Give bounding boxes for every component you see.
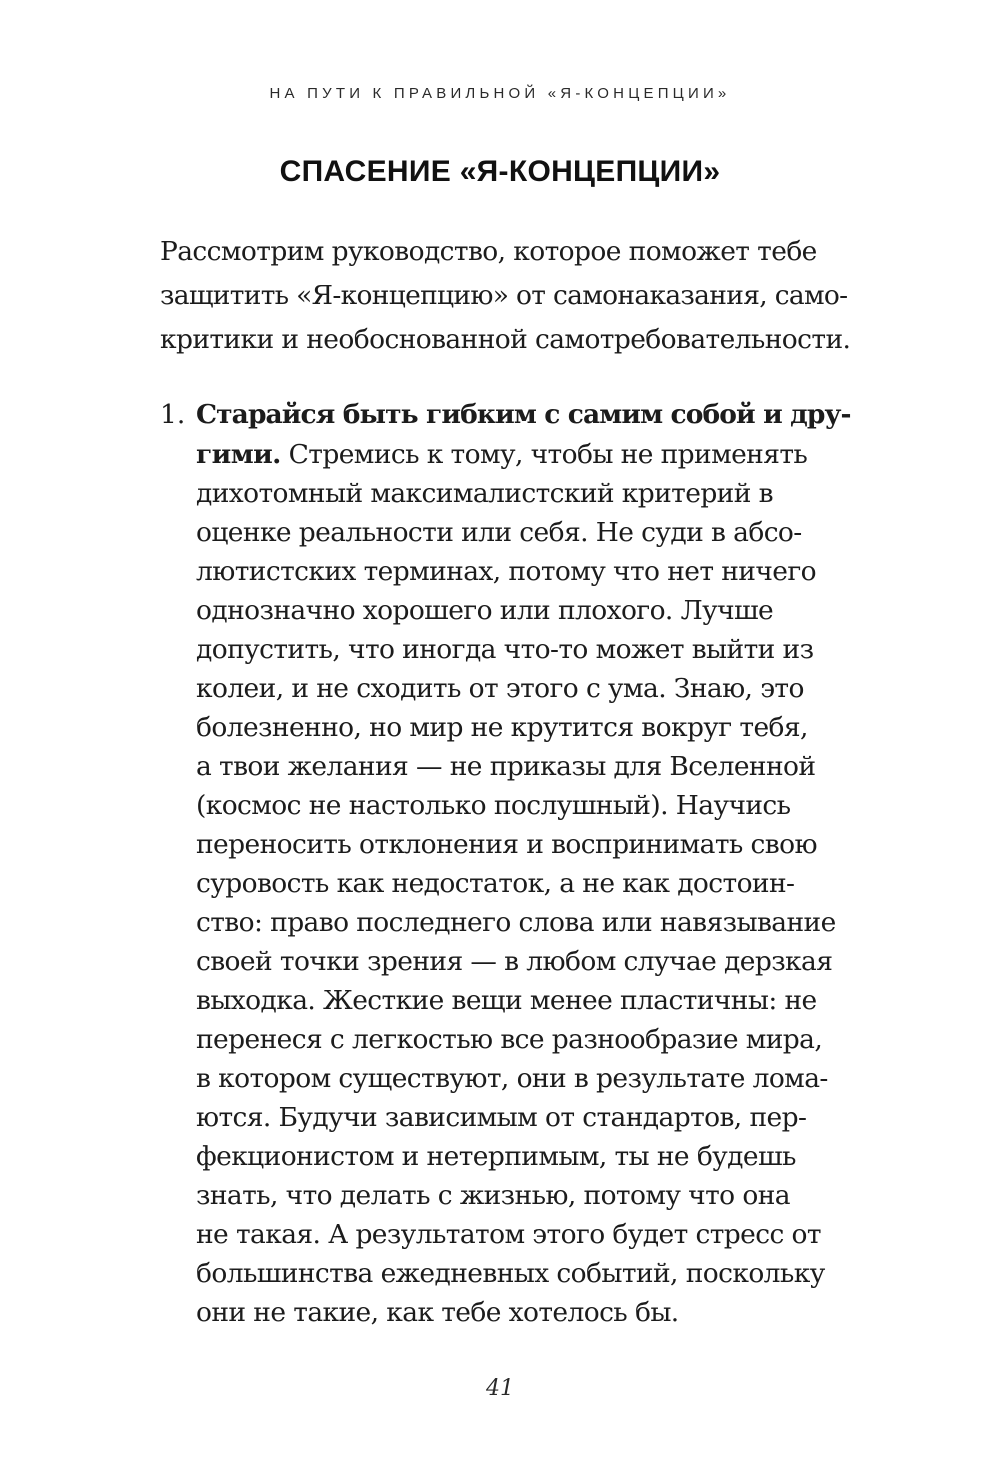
intro-line: критики и необоснованной самотребовательности. <box>160 324 851 355</box>
list-item-line: фекционистом и нетерпимым, ты не будешь <box>196 1141 796 1172</box>
page-number: 41 <box>486 1376 514 1401</box>
list-item-text: Стремись к тому, чтобы не применять <box>280 439 808 470</box>
list-item-line: в котором существуют, они в результате лома- <box>196 1063 828 1094</box>
list-item-line: переносить отклонения и воспринимать свою <box>196 829 817 860</box>
list-item-number: 1. <box>160 399 186 430</box>
list-item-line: болезненно, но мир не крутится вокруг тебя, <box>196 712 808 743</box>
list-item-line: (космос не настолько послушный). Научись <box>196 790 791 821</box>
list-item-line: дихотомный максималистский критерий в <box>196 478 773 509</box>
list-item-line <box>196 437 807 473</box>
list-item-line: перенеся с легкостью все разнообразие мира, <box>196 1024 823 1055</box>
section-title: СПАСЕНИЕ «Я-КОНЦЕПЦИИ» <box>279 155 721 188</box>
list-item-line: а твои желания — не приказы для Вселенной <box>196 751 816 782</box>
intro-line: защитить «Я-концепцию» от самонаказания, само- <box>160 280 848 311</box>
list-item-line: выходка. Жесткие вещи менее пластичны: не <box>196 985 817 1016</box>
list-item-heading: Старайся быть гибким с самим собой и дру- <box>196 399 851 430</box>
list-item-line <box>196 397 851 433</box>
list-item-line: большинства ежедневных событий, поскольку <box>196 1258 825 1289</box>
list-item-line: знать, что делать с жизнью, потому что она <box>196 1180 790 1211</box>
list-item-line: ство: право последнего слова или навязывание <box>196 907 836 938</box>
intro-line: Рассмотрим руководство, которое поможет тебе <box>160 236 817 267</box>
list-item-line: не такая. А результатом этого будет стресс от <box>196 1219 821 1250</box>
list-item-heading-end: гими. <box>196 439 281 470</box>
list-item-line: лютистских терминах, потому что нет ничего <box>196 556 817 587</box>
list-item-line: колеи, и не сходить от этого с ума. Знаю, это <box>196 673 804 704</box>
list-item-line: они не такие, как тебе хотелось бы. <box>196 1297 679 1328</box>
list-item-line: ются. Будучи зависимым от стандартов, пер- <box>196 1102 807 1133</box>
running-head: НА ПУТИ К ПРАВИЛЬНОЙ «Я-КОНЦЕПЦИИ» <box>269 85 731 102</box>
list-item-line: суровость как недостаток, а не как достоин- <box>196 868 795 899</box>
list-item-line: однозначно хорошего или плохого. Лучше <box>196 595 774 626</box>
list-item-line: своей точки зрения — в любом случае дерзкая <box>196 946 833 977</box>
list-item-line: оценке реальности или себя. Не суди в абсо- <box>196 517 802 548</box>
list-item-line: допустить, что иногда что-то может выйти из <box>196 634 814 665</box>
